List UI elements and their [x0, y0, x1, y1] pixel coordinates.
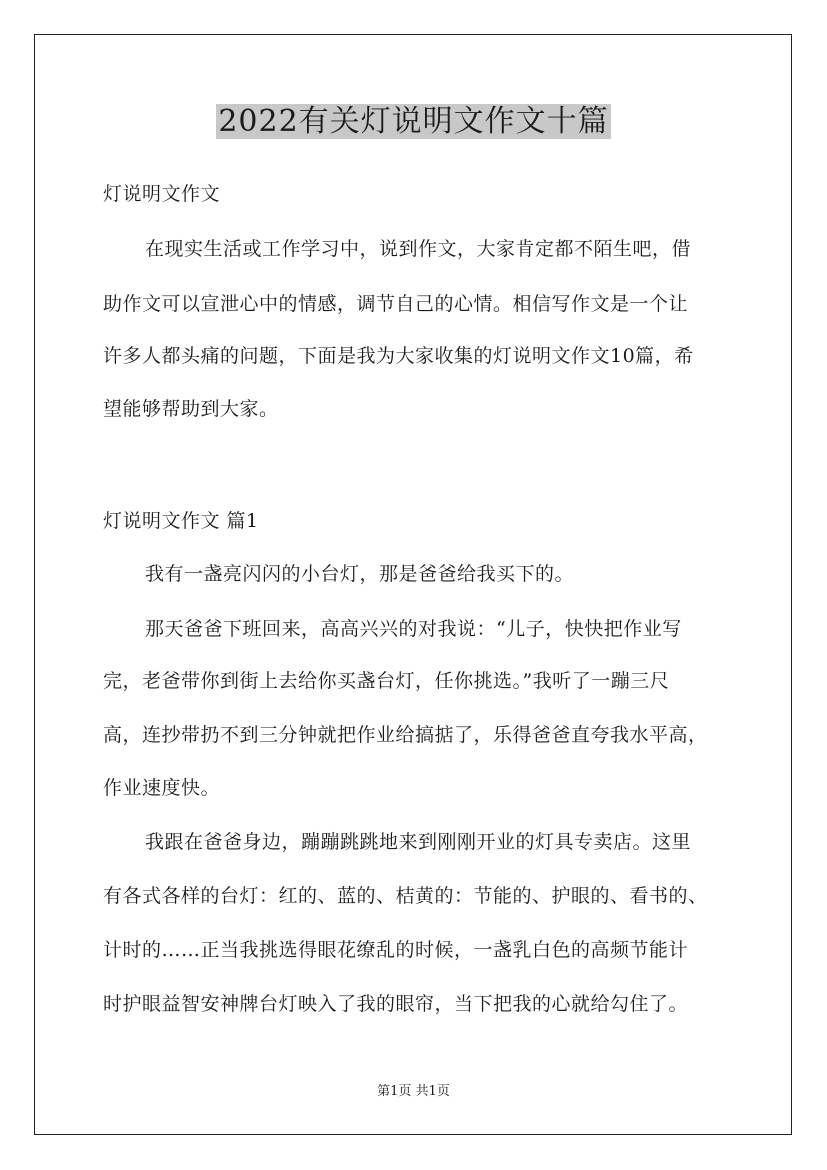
paragraph-line: 有各式各样的台灯：红的、蓝的、桔黄的：节能的、护眼的、看书的、 — [103, 885, 708, 907]
section-heading: 灯说明文作文 篇1 — [103, 510, 259, 532]
page-footer: 第1页 共1页 — [377, 1084, 450, 1099]
section-heading: 灯说明文作文 — [103, 183, 221, 205]
paragraph-line: 我有一盏亮闪闪的小台灯，那是爸爸给我买下的。 — [145, 563, 575, 585]
paragraph-line: 我跟在爸爸身边，蹦蹦跳跳地来到刚刚开业的灯具专卖店。这里 — [145, 831, 692, 853]
paragraph-line: 望能够帮助到大家。 — [103, 398, 279, 420]
paragraph-line: 计时的……正当我挑选得眼花缭乱的时候，一盏乳白色的高频节能计 — [103, 939, 689, 961]
paragraph-line: 助作文可以宣泄心中的情感，调节自己的心情。相信写作文是一个让 — [103, 293, 689, 315]
document-title: 2022有关灯说明文作文十篇 — [218, 104, 609, 139]
paragraph-line: 作业速度快。 — [103, 777, 221, 799]
paragraph-line: 时护眼益智安神牌台灯映入了我的眼帘，当下把我的心就给勾住了。 — [103, 993, 689, 1015]
paragraph-line: 那天爸爸下班回来，高高兴兴的对我说：“儿子，快快把作业写 — [145, 618, 682, 640]
paragraph-line: 高，连抄带扔不到三分钟就把作业给搞掂了，乐得爸爸直夸我水平高， — [103, 724, 708, 746]
paragraph-line: 在现实生活或工作学习中，说到作文，大家肯定都不陌生吧，借 — [145, 238, 692, 260]
paragraph-line: 许多人都头痛的问题，下面是我为大家收集的灯说明文作文10篇，希 — [103, 345, 694, 367]
paragraph-line: 完，老爸带你到街上去给你买盏台灯，任你挑选。”我听了一蹦三尺 — [103, 670, 670, 692]
